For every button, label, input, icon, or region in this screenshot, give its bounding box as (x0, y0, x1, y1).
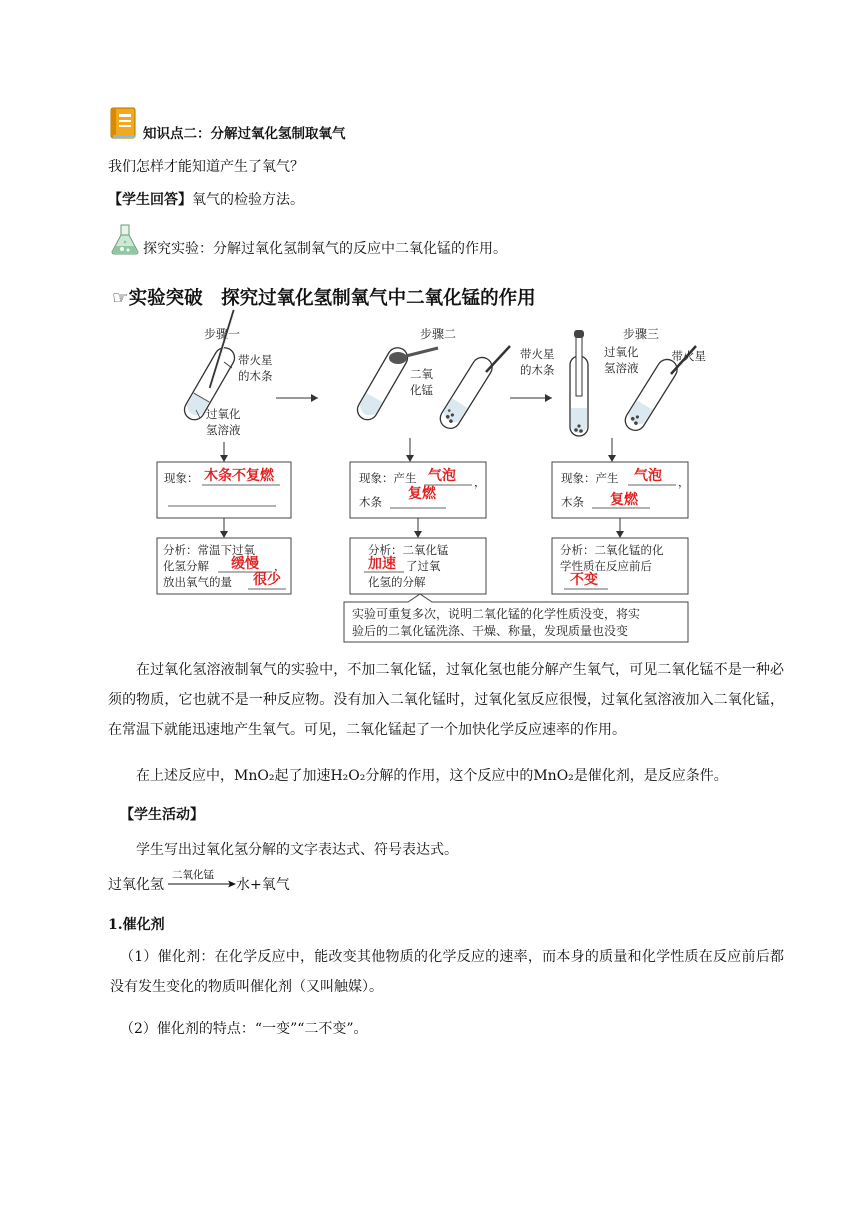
svg-text:学性质在反应前后: 学性质在反应前后 (560, 559, 652, 573)
svg-text:，: ， (678, 475, 690, 489)
svg-text:木条: 木条 (561, 495, 584, 509)
question: 我们怎样才能知道产生了氧气？ (108, 159, 304, 175)
svg-text:现象：产生: 现象：产生 (561, 471, 619, 485)
svg-text:化氢分解: 化氢分解 (163, 559, 209, 573)
svg-text:化氢的分解: 化氢的分解 (368, 575, 426, 589)
student-answer (108, 190, 304, 210)
step-label-1: 步骤一 (204, 327, 241, 341)
equation (108, 866, 348, 900)
test-tube-2b (437, 346, 510, 432)
svg-text:化锰: 化锰 (410, 383, 433, 397)
svg-text:的木条: 的木条 (520, 363, 555, 377)
equation-left: 过氧化氢 (108, 877, 164, 893)
svg-text:，: ， (474, 475, 486, 489)
catalyst-heading: 1.催化剂 (108, 917, 165, 933)
catalyst-definition-2: （2）催化剂的特点：“一变”“二不变”。 (120, 1021, 368, 1037)
svg-text:现象：产生: 现象：产生 (359, 471, 417, 485)
svg-text:过氧化: 过氧化 (604, 345, 639, 359)
svg-text:二氧: 二氧 (410, 367, 433, 381)
flask-icon (108, 222, 142, 256)
svg-text:分析：二氧化锰的化: 分析：二氧化锰的化 (560, 543, 664, 557)
svg-text:很少: 很少 (253, 572, 281, 588)
activity-tag: 【学生活动】 (120, 807, 204, 823)
equation-condition: 二氧化锰 (172, 869, 214, 881)
svg-text:分析：常温下过氧: 分析：常温下过氧 (163, 543, 255, 557)
svg-text:不变: 不变 (570, 572, 598, 588)
paragraph-1: 在过氧化氢溶液制氧气的实验中，不加二氧化锰，过氧化氢也能分解产生氧气，可见二氧化锰不是一种必须的物质，它也就不是一种反应物。没有加入二氧化锰时，过氧化氢反应很慢，过氧化氢溶液加入二氧化锰，在常温下就能迅速地产生氧气。可见，二氧化锰起了一个加快化学反应速率的作用。 (108, 662, 784, 738)
test-tube-3 (570, 330, 588, 436)
svg-text:气泡: 气泡 (634, 468, 662, 484)
student-answer-text: 氧气的检验方法。 (192, 192, 304, 208)
svg-text:氢溶液: 氢溶液 (604, 361, 639, 375)
svg-text:分析：二氧化锰: 分析：二氧化锰 (368, 543, 449, 557)
svg-text:缓慢: 缓慢 (231, 556, 259, 572)
svg-text:加速: 加速 (368, 556, 396, 572)
student-answer-tag: 【学生回答】 (108, 192, 192, 208)
svg-text:带火星: 带火星 (238, 353, 273, 367)
reaction-arrow-icon (168, 880, 238, 888)
svg-text:气泡: 气泡 (428, 468, 456, 484)
svg-text:木条不复燃: 木条不复燃 (204, 468, 274, 484)
book-icon (108, 106, 140, 140)
experiment-figure (108, 280, 718, 644)
svg-text:的木条: 的木条 (238, 369, 273, 383)
svg-text:了过氧: 了过氧 (406, 559, 441, 573)
svg-text:木条: 木条 (359, 495, 382, 509)
svg-text:过氧化: 过氧化 (206, 407, 241, 421)
svg-text:带火星: 带火星 (671, 349, 706, 363)
splint-1 (210, 310, 235, 388)
explore-text: 探究实验：分解过氧化氢制氧气的反应中二氧化锰的作用。 (143, 241, 507, 257)
section-title: 知识点二：分解过氧化氢制取氧气 (143, 126, 346, 142)
step-label-2: 步骤二 (420, 327, 457, 341)
step-label-3: 步骤三 (623, 327, 660, 341)
svg-text:氢溶液: 氢溶液 (206, 423, 241, 437)
svg-text:带火星: 带火星 (520, 347, 555, 361)
spoon-icon (389, 348, 438, 364)
svg-text:，: ， (274, 559, 286, 573)
svg-text:复燃: 复燃 (610, 492, 638, 508)
svg-text:实验可重复多次，说明二氧化锰的化学性质没变，将实: 实验可重复多次，说明二氧化锰的化学性质没变，将实 (352, 607, 641, 621)
catalyst-definition-1: （1）催化剂：在化学反应中，能改变其他物质的化学反应的速率，而本身的质量和化学性质在反应前后都没有发生变化的物质叫催化剂（又叫触媒）。 (110, 949, 784, 995)
activity-text: 学生写出过氧化氢分解的文字表达式、符号表达式。 (136, 842, 458, 858)
figure-title: ☞实验突破 探究过氧化氢制氧气中二氧化锰的作用 (112, 288, 536, 309)
paragraph-2: 在上述反应中，MnO₂起了加速H₂O₂分解的作用，这个反应中的MnO₂是催化剂，是反应条件。 (136, 768, 728, 784)
svg-text:现象：: 现象： (164, 471, 199, 485)
svg-text:复燃: 复燃 (408, 486, 436, 502)
equation-right: 水+氧气 (236, 877, 290, 893)
svg-text:验后的二氧化锰洗涤、干燥、称量，发现质量也没变: 验后的二氧化锰洗涤、干燥、称量，发现质量也没变 (352, 624, 629, 638)
svg-text:放出氧气的量: 放出氧气的量 (163, 575, 232, 589)
